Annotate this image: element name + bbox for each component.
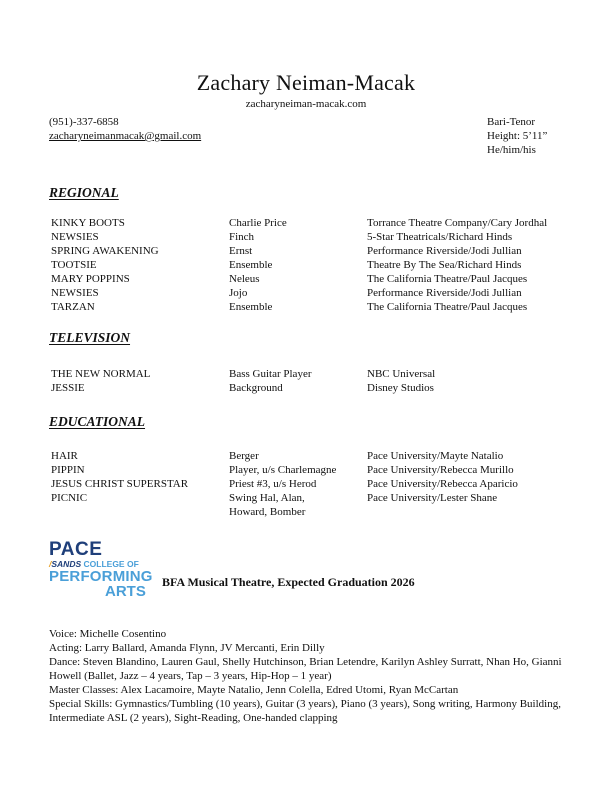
company: Pace University/Rebecca Aparicio	[367, 478, 518, 490]
special-skills: Special Skills: Gymnastics/Tumbling (10 years), Guitar (3 years), Piano (3 years), Song writing, Harmony Building, Intermediate ASL (2 years), Sight-Reading, One-handed clapping	[49, 698, 561, 724]
role: Ensemble	[229, 259, 273, 271]
educational-credits	[51, 449, 581, 519]
resume-name: Zachary Neiman-Macak	[196, 70, 416, 95]
role: Priest #3, u/s Herod	[229, 478, 317, 490]
company: Pace University/Lester Shane	[367, 492, 498, 504]
company: Performance Riverside/Jodi Jullian	[367, 245, 522, 257]
company: The California Theatre/Paul Jacques	[367, 273, 528, 285]
credit-row	[51, 258, 581, 272]
pace-sands-logo	[49, 539, 153, 610]
credit-row	[51, 216, 581, 230]
role: Swing Hal, Alan, Howard, Bomber	[229, 492, 306, 518]
show-title: JESSIE	[51, 382, 85, 394]
role: Finch	[229, 231, 255, 243]
phone: (951)-337-6858	[49, 116, 119, 128]
company: Torrance Theatre Company/Cary Jordhal	[367, 217, 548, 229]
role: Player, u/s Charlemagne	[229, 464, 337, 476]
company: Theatre By The Sea/Richard Hinds	[367, 259, 522, 271]
acting-training: Acting: Larry Ballard, Amanda Flynn, JV Mercanti, Erin Dilly	[49, 642, 325, 654]
contact-left	[49, 115, 201, 143]
logo-slash: /	[49, 559, 52, 569]
dance-training: Dance: Steven Blandino, Lauren Gaul, Shelly Hutchinson, Brian Letendre, Karilyn Ashley Surratt, Nhan Ho, Gianni Howell (Ballet, Jazz – 4 years, Tap – 3 years, Hip-Hop – 1 year)	[49, 656, 562, 682]
television-credits	[51, 367, 581, 395]
voice-training: Voice: Michelle Cosentino	[49, 628, 167, 640]
role: Bass Guitar Player	[229, 368, 312, 380]
logo-sands-text: SANDS	[51, 559, 82, 569]
show-title: PICNIC	[51, 492, 88, 504]
degree: BFA Musical Theatre, Expected Graduation 2026	[162, 575, 415, 589]
show-title: JESUS CHRIST SUPERSTAR	[51, 478, 189, 490]
credit-row	[51, 491, 581, 519]
logo-pace-text: PACE	[49, 539, 103, 560]
show-title: NEWSIES	[51, 231, 99, 243]
company: The California Theatre/Paul Jacques	[367, 301, 528, 313]
credit-row	[51, 367, 581, 381]
company: Disney Studios	[367, 382, 434, 394]
company: NBC Universal	[367, 368, 436, 380]
regional-credits	[51, 216, 581, 314]
company: Performance Riverside/Jodi Jullian	[367, 287, 522, 299]
credit-row	[51, 477, 581, 491]
email-link[interactable]: zacharyneimanmacak@gmail.com	[49, 130, 202, 142]
credit-row	[51, 244, 581, 258]
show-title: HAIR	[51, 450, 78, 462]
credit-row	[51, 463, 581, 477]
pronouns: He/him/his	[487, 144, 536, 156]
show-title: THE NEW NORMAL	[51, 368, 151, 380]
section-title-educational: EDUCATIONAL	[49, 414, 146, 429]
company: Pace University/Mayte Natalio	[367, 450, 504, 462]
role: Ensemble	[229, 301, 273, 313]
show-title: NEWSIES	[51, 287, 99, 299]
logo-college-text: COLLEGE OF	[83, 559, 139, 569]
credit-row	[51, 272, 581, 286]
show-title: TARZAN	[51, 301, 95, 313]
section-title-regional: REGIONAL	[49, 185, 119, 200]
training-section	[49, 627, 569, 725]
role: Berger	[229, 450, 259, 462]
role: Jojo	[229, 287, 248, 299]
master-classes: Master Classes: Alex Lacamoire, Mayte Natalio, Jenn Colella, Edred Utomi, Ryan McCartan	[49, 684, 459, 696]
role: Background	[229, 382, 283, 394]
height: Height: 5’11”	[487, 130, 548, 142]
credit-row	[51, 381, 581, 395]
role: Neleus	[229, 273, 260, 285]
role: Charlie Price	[229, 217, 287, 229]
contact-right	[487, 115, 547, 157]
logo-performing-text: PERFORMING	[49, 568, 153, 585]
voice-type: Bari-Tenor	[487, 116, 536, 128]
credit-row	[51, 230, 581, 244]
show-title: KINKY BOOTS	[51, 217, 125, 229]
credit-row	[51, 300, 581, 314]
credit-row	[51, 449, 581, 463]
section-title-television: TELEVISION	[49, 330, 131, 345]
show-title: SPRING AWAKENING	[51, 245, 159, 257]
show-title: MARY POPPINS	[51, 273, 130, 285]
logo-arts-text: ARTS	[105, 583, 146, 600]
credit-row	[51, 286, 581, 300]
show-title: TOOTSIE	[51, 259, 97, 271]
role: Ernst	[229, 245, 253, 257]
website[interactable]: zacharyneiman-macak.com	[245, 98, 367, 110]
company: 5-Star Theatricals/Richard Hinds	[367, 231, 513, 243]
company: Pace University/Rebecca Murillo	[367, 464, 514, 476]
show-title: PIPPIN	[51, 464, 85, 476]
